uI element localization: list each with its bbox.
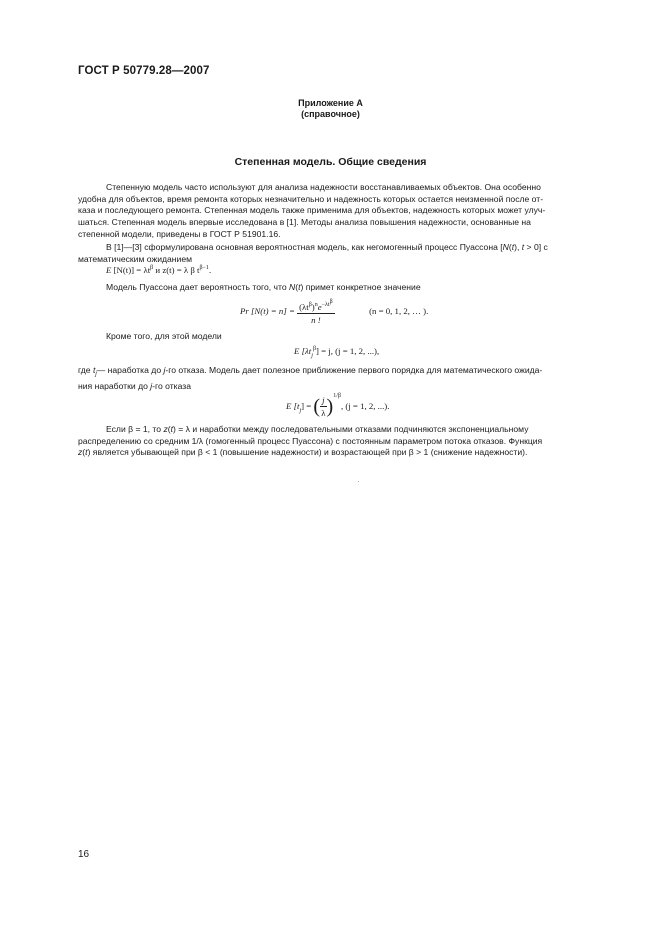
paragraph-3: [78, 282, 615, 294]
scan-speck: [358, 481, 359, 482]
p6-line-1: Если β = 1, то z(t) = λ и наработки между последовательными отказами подчиняются экспоненциальному: [106, 424, 529, 434]
p5-line-1: где $t_j—$ наработка до j-го отказа. Модель дает полезное приближение первого порядка для математического ожида-: [78, 365, 543, 378]
p2-line-2: математическим ожиданием: [78, 253, 193, 264]
appendix-type: (справочное): [301, 109, 360, 119]
p1-line-1: Степенную модель часто используют для анализа надежности восстанавливаемых объектов. Она особенно: [106, 182, 541, 192]
p2-line-1: В [1]—[3] сформулирована основная вероятностная модель, как негомогенный процесс Пуассона [N(t), t > 0] с: [106, 242, 548, 252]
p5-line-2: ния наработки до j-го отказа: [78, 381, 192, 392]
page-number: 16: [78, 849, 90, 860]
appendix-label: Приложение А: [298, 98, 363, 108]
p1-line-3: каза и последующего ремонта. Степенная модель также применима для объектов, надежность которых может улуч-: [78, 205, 546, 216]
paragraph-5: [78, 365, 615, 393]
paragraph-2: [78, 242, 615, 265]
poisson-fraction: $\frac{(\lambda t^\beta)^ne^{-\lambda t^\beta}}{n !}$: [299, 299, 333, 325]
p1-line-5: степенной модели, приведены в ГОСТ Р 51901.16.: [78, 228, 281, 239]
formula-expectation: E $[N(t)] = \lambda t^\beta$ и z(t) = λ β $t^{\beta-1}$.: [106, 265, 212, 275]
formula-expected-value: E $[\lambda t_j^\beta] = j$, (j = 1, 2, ...),: [294, 346, 380, 359]
paragraph-6: [78, 424, 615, 459]
p3-line-1: Модель Пуассона дает вероятность того, что N(t) примет конкретное значение: [106, 282, 421, 292]
paragraph-4: [78, 331, 615, 343]
p1-line-4: шаться. Степенная модель впервые исследована в [1]. Методы анализа повышения надежности, основанные на: [78, 217, 531, 228]
paragraph-1: [78, 182, 615, 241]
formula-time-to-failure: E $[t_j]$ = ( $\frac{j}{\lambda}$ )$^{1/\beta}$, (j = 1, 2, ...).: [286, 393, 390, 419]
formula-poisson-probability: Pr [N(t) = n] = $\frac{(\lambda t^\beta)^ne^{-\lambda t^\beta}}{n !}$ (n = 0, 1, 2, … ).: [240, 299, 429, 325]
p1-line-2: удобна для объектов, время ремонта которых незначительно и надежность которых остается неизменной после от-: [78, 193, 544, 204]
p6-line-3: z(t) является убывающей при β < 1 (повышение надежности) и возрастающей при β > 1 (снижение надежности).: [78, 447, 528, 458]
standard-header: ГОСТ Р 50779.28—2007: [78, 65, 210, 77]
p6-line-2: распределению со средним 1/λ (гомогенный процесс Пуассона) с постоянным параметром потока отказов. Функция: [78, 435, 543, 446]
time-fraction: $\frac{j}{\lambda}$: [321, 395, 326, 419]
section-title: Степенная модель. Общие сведения: [234, 156, 427, 168]
p4-line-1: Кроме того, для этой модели: [106, 331, 222, 341]
